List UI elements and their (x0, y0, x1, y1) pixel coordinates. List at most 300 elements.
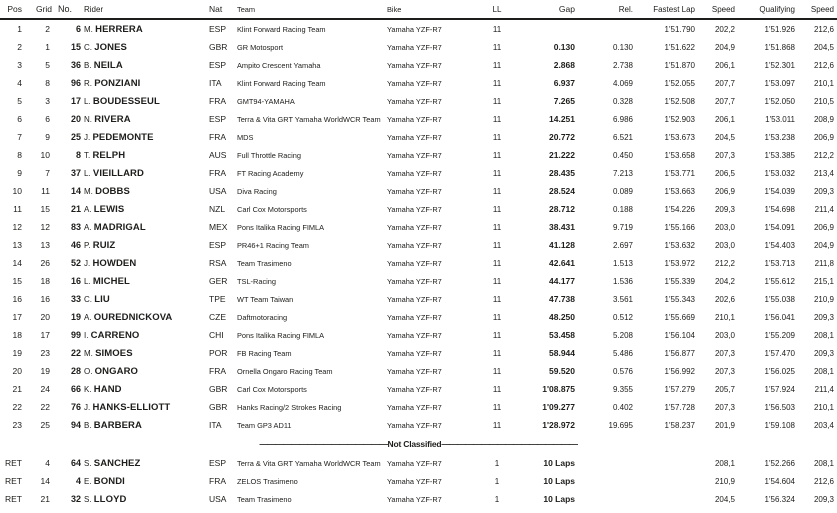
cell-number: 66 (70, 384, 81, 394)
cell-fastest-lap (639, 472, 699, 490)
cell-laps-led: 11 (492, 312, 502, 322)
cell-fastest-lap: 1'57.728 (664, 402, 695, 412)
cell-grid: 21 (40, 494, 50, 504)
cell-grid: 9 (45, 132, 50, 142)
cell-gap: 47.738 (549, 294, 575, 304)
rider-surname: RUIZ (92, 239, 116, 251)
cell-fastest-lap: 1'55.343 (664, 294, 695, 304)
cell-rel (583, 490, 639, 508)
cell-grid: 11 (41, 186, 50, 196)
not-classified-separator-cell (0, 434, 837, 454)
cell-bike: Yamaha YZF-R7 (387, 420, 442, 430)
cell-bike: Yamaha YZF-R7 (387, 78, 442, 88)
cell-rider (84, 164, 209, 182)
cell-laps-led: 11 (492, 402, 502, 412)
rider-initial: T. (84, 150, 93, 160)
cell-fastest-lap: 1'53.658 (664, 150, 695, 160)
rider-surname: BOUDESSEUL (92, 95, 160, 107)
cell-laps-led: 11 (492, 348, 502, 358)
cell-qualifying-speed: 212,6 (813, 60, 834, 70)
table-row[interactable] (0, 236, 837, 254)
table-row[interactable] (0, 290, 837, 308)
column-header-number[interactable]: No. (56, 0, 84, 19)
cell-team: PR46+1 Racing Team (237, 240, 309, 250)
cell-laps-led: 11 (492, 204, 502, 214)
cell-team: Klint Forward Racing Team (237, 78, 326, 88)
rider-surname: MICHEL (92, 275, 130, 287)
cell-pos: 1 (17, 24, 22, 34)
cell-fastest-lap: 1'54.226 (664, 204, 695, 214)
cell-nat: FRA (209, 168, 226, 178)
table-row[interactable] (0, 454, 837, 472)
cell-nat: ESP (209, 240, 227, 250)
rider-surname: RIVERA (94, 113, 131, 125)
cell-grid: 20 (40, 312, 50, 322)
cell-laps-led: 11 (492, 96, 502, 106)
cell-fastest-speed: 207,7 (714, 78, 735, 88)
cell-number: 4 (75, 476, 81, 486)
cell-laps-led: 11 (492, 222, 502, 232)
cell-qualifying: 1'57.924 (764, 384, 795, 394)
column-header-rider[interactable]: Rider (84, 0, 209, 19)
cell-fastest-lap: 1'53.673 (664, 132, 695, 142)
cell-nat: GBR (209, 402, 228, 412)
cell-fastest-lap: 1'52.508 (664, 96, 695, 106)
cell-nat: NZL (209, 204, 226, 214)
cell-team: Carl Cox Motorsports (237, 384, 307, 394)
cell-fastest-speed: 205,7 (714, 384, 735, 394)
column-header-ll[interactable]: LL (477, 0, 517, 19)
cell-grid: 16 (40, 294, 50, 304)
rider-initial: L. (84, 276, 93, 286)
cell-fastest-lap: 1'52.055 (664, 78, 695, 88)
cell-qualifying: 1'54.403 (764, 240, 795, 250)
cell-laps-led: 1 (494, 458, 500, 468)
cell-fastest-lap: 1'53.632 (664, 240, 695, 250)
column-header-fastest-lap[interactable]: Fastest Lap (639, 0, 699, 19)
cell-rider (84, 110, 209, 128)
cell-rider (84, 218, 209, 236)
cell-gap: 10 Laps (543, 494, 575, 504)
cell-rider (84, 416, 209, 434)
cell-pos: 5 (17, 96, 22, 106)
cell-number: 96 (70, 78, 81, 88)
column-header-qualifying[interactable]: Qualifying (739, 0, 799, 19)
cell-rider (84, 290, 209, 308)
cell-gap: 1'09.277 (542, 402, 575, 412)
cell-number: 33 (70, 294, 81, 304)
cell-fastest-lap: 1'55.339 (664, 276, 695, 286)
rider-initial: L. (84, 168, 93, 178)
rider-surname: ONGARO (94, 365, 139, 377)
rider-initial: R. (84, 78, 95, 88)
rider-surname: BARBERA (93, 419, 142, 431)
cell-pos: 4 (17, 78, 22, 88)
cell-bike: Yamaha YZF-R7 (387, 458, 442, 468)
cell-number: 17 (70, 96, 81, 106)
rider-surname: LEWIS (93, 203, 125, 215)
cell-bike: Yamaha YZF-R7 (387, 132, 442, 142)
cell-rel: 0.188 (612, 204, 633, 214)
cell-qualifying: 1'53.097 (764, 78, 795, 88)
cell-gap: 41.128 (549, 240, 575, 250)
cell-laps-led: 11 (492, 330, 502, 340)
rider-initial: B. (84, 420, 94, 430)
cell-gap: 14.251 (549, 114, 575, 124)
cell-team: GR Motosport (237, 42, 284, 52)
cell-pos: RET (5, 458, 22, 468)
cell-fastest-lap: 1'52.903 (664, 114, 695, 124)
rider-surname: OUREDNICKOVA (93, 311, 173, 323)
cell-fastest-speed: 201,9 (714, 420, 735, 430)
cell-qualifying-speed: 208,1 (813, 366, 834, 376)
cell-rider (84, 19, 209, 38)
cell-gap: 44.177 (549, 276, 575, 286)
rider-surname: RELPH (92, 149, 126, 161)
cell-qualifying: 1'52.266 (764, 458, 795, 468)
cell-team: FB Racing Team (237, 348, 292, 358)
rider-surname: CARRENO (90, 329, 140, 341)
cell-laps-led: 11 (492, 78, 502, 88)
cell-rider (84, 490, 209, 508)
cell-bike: Yamaha YZF-R7 (387, 258, 442, 268)
cell-qualifying: 1'51.868 (764, 42, 795, 52)
cell-qualifying: 1'54.091 (764, 222, 795, 232)
rider-initial: O. (84, 366, 95, 376)
cell-team: Terra & Vita GRT Yamaha WorldWCR Team (237, 114, 381, 124)
cell-fastest-lap: 1'51.622 (664, 42, 695, 52)
cell-team: ZELOS Trasimeno (237, 476, 298, 486)
table-row[interactable] (0, 272, 837, 290)
cell-team: Klint Forward Racing Team (237, 24, 326, 34)
table-row[interactable] (0, 416, 837, 434)
cell-rider (84, 362, 209, 380)
cell-laps-led: 11 (492, 276, 502, 286)
cell-qualifying: 1'52.050 (764, 96, 795, 106)
cell-nat: FRA (209, 96, 226, 106)
rider-surname: HOWDEN (92, 257, 137, 269)
cell-fastest-lap: 1'55.166 (664, 222, 695, 232)
table-row[interactable] (0, 74, 837, 92)
cell-qualifying: 1'56.025 (764, 366, 795, 376)
cell-rel: 5.486 (612, 348, 633, 358)
cell-number: 15 (70, 42, 81, 52)
cell-qualifying-speed: 211,8 (814, 258, 834, 268)
cell-rel (583, 454, 639, 472)
table-row[interactable] (0, 164, 837, 182)
cell-grid: 14 (40, 476, 50, 486)
cell-bike: Yamaha YZF-R7 (387, 96, 442, 106)
cell-team: Carl Cox Motorsports (237, 204, 307, 214)
cell-qualifying-speed: 212,2 (813, 150, 834, 160)
cell-grid: 6 (45, 114, 50, 124)
rider-initial: M. (84, 186, 96, 196)
cell-rel: 0.130 (612, 42, 633, 52)
cell-number: 22 (70, 348, 81, 358)
cell-qualifying-speed: 208,1 (813, 330, 834, 340)
cell-rel (583, 19, 639, 38)
cell-qualifying: 1'56.503 (764, 402, 795, 412)
cell-team: Daftmotoracing (237, 312, 288, 322)
cell-number: 52 (70, 258, 81, 268)
rider-initial: J. (84, 402, 93, 412)
cell-pos: 19 (12, 348, 22, 358)
cell-bike: Yamaha YZF-R7 (387, 204, 442, 214)
cell-pos: 6 (17, 114, 22, 124)
cell-bike: Yamaha YZF-R7 (387, 222, 442, 232)
rider-initial: A. (84, 312, 94, 322)
rider-surname: HAND (93, 383, 122, 395)
cell-number: 76 (70, 402, 81, 412)
cell-gap: 28.435 (549, 168, 575, 178)
cell-pos: 9 (17, 168, 22, 178)
cell-rel: 0.576 (612, 366, 633, 376)
cell-team: Team GP3 AD11 (237, 420, 292, 430)
cell-qualifying: 1'54.039 (764, 186, 795, 196)
cell-rider (84, 56, 209, 74)
cell-number: 64 (70, 458, 81, 468)
cell-fastest-speed: 204,5 (714, 132, 735, 142)
table-row[interactable] (0, 38, 837, 56)
table-row[interactable] (0, 344, 837, 362)
cell-fastest-speed: 204,5 (714, 494, 735, 504)
rider-surname: MADRIGAL (93, 221, 146, 233)
cell-fastest-lap: 1'58.237 (664, 420, 695, 430)
cell-rider (84, 128, 209, 146)
cell-grid: 1 (45, 42, 50, 52)
cell-nat: ITA (209, 420, 222, 430)
cell-laps-led: 11 (492, 114, 502, 124)
cell-gap: 7.265 (553, 96, 575, 106)
cell-team: Pons Italika Racing FIMLA (237, 330, 325, 340)
cell-gap: 10 Laps (543, 476, 575, 486)
cell-gap (517, 19, 583, 38)
cell-pos: 11 (13, 204, 22, 214)
table-row[interactable] (0, 128, 837, 146)
cell-nat: MEX (209, 222, 228, 232)
cell-nat: ESP (209, 24, 227, 34)
not-classified-label: Not Classified (387, 439, 442, 449)
cell-rel: 6.986 (612, 114, 633, 124)
cell-number: 14 (70, 186, 81, 196)
rider-initial: S. (84, 458, 94, 468)
cell-nat: ESP (209, 60, 227, 70)
cell-pos: 10 (12, 186, 22, 196)
cell-qualifying-speed: 206,9 (813, 222, 834, 232)
cell-fastest-speed: 206,1 (714, 114, 735, 124)
cell-pos: 12 (12, 222, 22, 232)
cell-bike: Yamaha YZF-R7 (387, 348, 442, 358)
column-header-grid[interactable]: Grid (26, 0, 56, 19)
rider-surname: SIMOES (95, 347, 133, 359)
cell-laps-led: 11 (492, 384, 502, 394)
cell-grid: 4 (45, 458, 50, 468)
table-row[interactable] (0, 200, 837, 218)
cell-number: 32 (70, 494, 81, 504)
cell-grid: 10 (40, 150, 50, 160)
cell-qualifying: 1'59.108 (764, 420, 795, 430)
table-row[interactable] (0, 326, 837, 344)
cell-qualifying-speed: 210,1 (813, 78, 834, 88)
cell-gap: 1'08.875 (542, 384, 575, 394)
cell-fastest-speed: 209,3 (714, 204, 735, 214)
cell-number: 94 (70, 420, 81, 430)
rider-initial: I. (84, 330, 91, 340)
column-header-qualifying-speed[interactable]: Speed (799, 0, 837, 19)
rider-surname: HERRERA (95, 23, 143, 35)
cell-gap: 58.944 (549, 348, 575, 358)
cell-fastest-lap: 1'51.870 (664, 60, 695, 70)
cell-nat: FRA (209, 132, 226, 142)
cell-bike: Yamaha YZF-R7 (387, 60, 442, 70)
cell-gap: 42.641 (549, 258, 575, 268)
table-row[interactable] (0, 490, 837, 508)
cell-fastest-speed: 212,2 (714, 258, 735, 268)
rider-surname: LIU (94, 293, 110, 305)
cell-qualifying-speed: 206,9 (813, 132, 834, 142)
cell-qualifying-speed: 212,6 (813, 476, 834, 486)
table-row[interactable] (0, 56, 837, 74)
table-row[interactable] (0, 362, 837, 380)
cell-rel: 1.536 (612, 276, 633, 286)
rider-surname: BONDI (93, 475, 125, 487)
cell-grid: 26 (40, 258, 50, 268)
cell-rel: 9.355 (612, 384, 633, 394)
cell-pos: 15 (12, 276, 22, 286)
cell-qualifying-speed: 212,6 (813, 24, 834, 34)
cell-number: 6 (75, 24, 81, 34)
cell-qualifying: 1'55.209 (764, 330, 795, 340)
cell-pos: 18 (12, 330, 22, 340)
cell-rider (84, 182, 209, 200)
cell-fastest-lap: 1'55.669 (664, 312, 695, 322)
cell-nat: CZE (209, 312, 226, 322)
cell-gap: 0.130 (553, 42, 575, 52)
column-header-gap[interactable]: Gap (517, 0, 583, 19)
cell-laps-led: 11 (492, 150, 502, 160)
column-header-fastest-speed[interactable]: Speed (699, 0, 739, 19)
cell-grid: 2 (45, 24, 50, 34)
cell-rel: 2.697 (612, 240, 633, 250)
table-row[interactable] (0, 182, 837, 200)
cell-grid: 25 (40, 420, 50, 430)
table-row[interactable] (0, 380, 837, 398)
column-header-rel[interactable]: Rel. (583, 0, 639, 19)
cell-number: 99 (70, 330, 81, 340)
cell-fastest-lap: 1'53.663 (664, 186, 695, 196)
cell-rel: 4.069 (612, 78, 633, 88)
cell-pos: 2 (17, 42, 22, 52)
cell-gap: 48.250 (549, 312, 575, 322)
cell-nat: USA (209, 186, 227, 196)
cell-fastest-speed: 207,3 (714, 402, 735, 412)
column-header-nat[interactable]: Nat (209, 0, 237, 19)
cell-fastest-speed: 207,7 (714, 96, 735, 106)
table-row[interactable] (0, 92, 837, 110)
cell-laps-led: 11 (492, 420, 502, 430)
cell-gap: 28.524 (549, 186, 575, 196)
cell-fastest-speed: 208,1 (714, 458, 735, 468)
cell-laps-led: 11 (492, 366, 502, 376)
rider-initial: A. (84, 204, 94, 214)
cell-qualifying-speed: 209,3 (813, 312, 834, 322)
cell-fastest-speed: 206,5 (714, 168, 735, 178)
cell-pos: RET (5, 476, 22, 486)
table-row[interactable] (0, 398, 837, 416)
cell-gap: 53.458 (549, 330, 575, 340)
table-row[interactable] (0, 218, 837, 236)
cell-laps-led: 11 (492, 294, 502, 304)
column-header-team[interactable]: Team (237, 0, 387, 19)
cell-bike: Yamaha YZF-R7 (387, 366, 442, 376)
cell-grid: 15 (40, 204, 50, 214)
cell-fastest-speed: 202,2 (714, 24, 735, 34)
separator-dashes-right: ————————————————— (441, 439, 578, 449)
cell-nat: RSA (209, 258, 227, 268)
cell-qualifying: 1'52.301 (764, 60, 795, 70)
rider-surname: HANKS-ELLIOTT (92, 401, 171, 413)
column-header-pos[interactable]: Pos (0, 0, 26, 19)
cell-rel: 6.521 (612, 132, 633, 142)
cell-pos: 16 (12, 294, 22, 304)
cell-bike: Yamaha YZF-R7 (387, 494, 442, 504)
cell-laps-led: 11 (492, 42, 502, 52)
cell-rel: 1.513 (612, 258, 633, 268)
cell-nat: GER (209, 276, 228, 286)
cell-fastest-lap (639, 454, 699, 472)
cell-pos: 3 (17, 60, 22, 70)
rider-initial: M. (84, 24, 96, 34)
cell-number: 83 (70, 222, 81, 232)
cell-qualifying-speed: 210,9 (813, 294, 834, 304)
cell-number: 36 (70, 60, 81, 70)
table-row[interactable] (0, 472, 837, 490)
cell-grid: 8 (45, 78, 50, 88)
cell-number: 46 (70, 240, 81, 250)
table-header (0, 0, 837, 19)
cell-fastest-lap: 1'56.877 (664, 348, 695, 358)
rider-surname: DOBBS (95, 185, 130, 197)
table-row[interactable] (0, 254, 837, 272)
cell-fastest-speed: 204,9 (714, 42, 735, 52)
cell-number: 25 (70, 132, 81, 142)
cell-qualifying-speed: 209,3 (813, 348, 834, 358)
cell-nat: FRA (209, 366, 226, 376)
cell-fastest-speed: 203,0 (714, 240, 735, 250)
cell-laps-led: 11 (492, 186, 502, 196)
cell-qualifying: 1'53.713 (764, 258, 795, 268)
table-row[interactable] (0, 146, 837, 164)
column-header-bike[interactable]: Bike (387, 0, 477, 19)
cell-bike: Yamaha YZF-R7 (387, 168, 442, 178)
cell-grid: 17 (40, 330, 50, 340)
cell-bike: Yamaha YZF-R7 (387, 24, 442, 34)
table-row[interactable] (0, 308, 837, 326)
cell-qualifying: 1'55.038 (764, 294, 795, 304)
cell-nat: ESP (209, 114, 227, 124)
cell-gap: 28.712 (549, 204, 575, 214)
cell-qualifying: 1'56.324 (764, 494, 795, 504)
table-row[interactable] (0, 110, 837, 128)
rider-surname: LLOYD (93, 493, 127, 505)
table-row[interactable] (0, 19, 837, 38)
cell-number: 28 (70, 366, 81, 376)
cell-rel: 9.719 (612, 222, 633, 232)
cell-qualifying-speed: 211,4 (814, 384, 834, 394)
cell-bike: Yamaha YZF-R7 (387, 42, 442, 52)
cell-nat: USA (209, 494, 227, 504)
rider-surname: PONZIANI (94, 77, 141, 89)
